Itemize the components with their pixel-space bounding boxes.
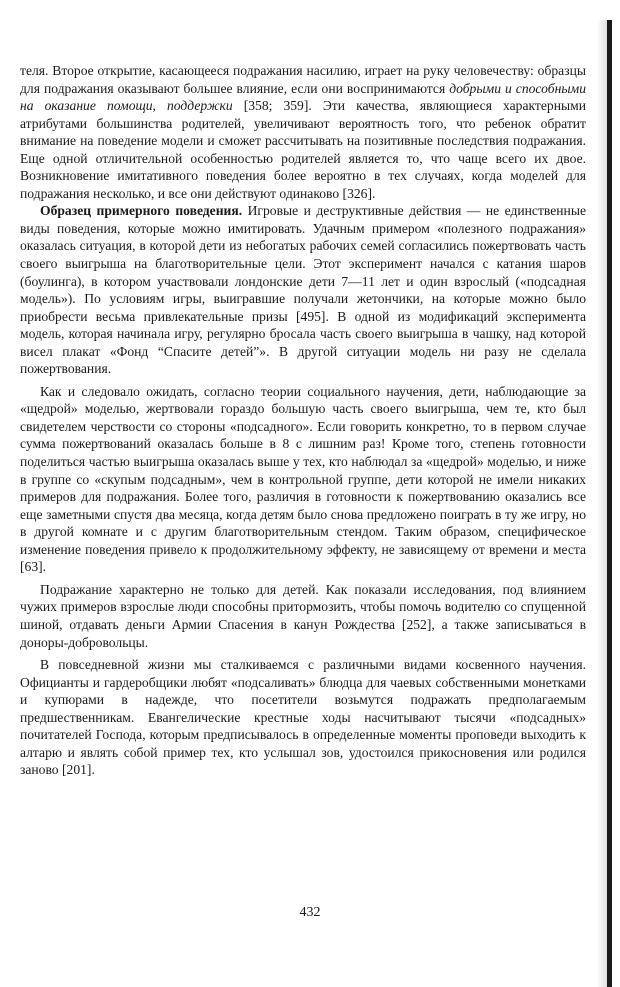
page-number: 432 — [299, 905, 321, 920]
paragraph-3: Как и следовало ожидать, согласно теории социального научения, дети, наблюдающие за «щедрой» моделью, жертвовали гораздо большую часть своего выигрыша, чем те, кто был свидетелем черствости со стороны «подсадного». Если говорить конкретно, то в первом случае сумма пожертвований оказалась больше в 8 с лишним раз! Кроме того, степень готовности поделиться частью выигрыша оказалась выше у тех, кто наблюдал за «щедрой» моделью, и ниже в группе со «скупым подсадным», чем в контрольной группе, дети которой не имели никаких примеров для подражания. Более того, различия в готовности к пожертвованию оказались все еще заметными спустя два месяца, когда детям было снова предложено поиграть в ту же игру, но в другой комнате и с другим благотворительным стендом. Таким образом, специфическое изменение поведения привело к продолжительному эффекту, не зависящему от времени и места [63]. — [20, 383, 586, 575]
paragraph-4: Подражание характерно не только для детей. Как показали исследования, под влиянием чужих примеров взрослые люди способны притормозить, чтобы помочь водителю со спущенной шиной, отдавать деньги Армии Спасения в канун Рождества [252], а также записываться в доноры-добровольцы. — [20, 581, 586, 650]
paragraph-1 — [20, 62, 586, 202]
section-heading: Образец примерного поведения. — [40, 203, 243, 219]
paragraph-2-text: Игровые и деструктивные действия — не единственные виды поведения, которые можно имитировать. Удачным примером «полезного подражания» оказалась ситуация, в которой дети из небогатых рабочих семей согласились пожертвовать часть своего выигрыша на благотворительные цели. Этот эксперимент начался с катания шаров (боулинга), в котором участвовали лондонские дети 7—11 лет и один взрослый («подсадная модель»). По условиям игры, выигравшие получали жетончики, на которые можно было приобрести весьма привлекательные призы [495]. В одной из модификаций эксперимента модель, которая начинала игру, регулярно бросала часть своего выигрыша в чашку, над которой висел плакат «Фонд “Спасите детей”». В другой ситуации модель ни разу не сделала пожертвования. — [20, 203, 586, 377]
paragraph-1-text-end: [358; 359]. Эти качества, являющиеся характерными атрибутами большинства родителей, увеличивают вероятность того, что ребенок обратит внимание на поведение модели и сможет рассчитывать на позитивные последствия подражания. Еще одной отличительной особенностью родителей является то, что чаще всего их двое. Возникновение имитативного поведения более вероятно в тех случаях, когда моделей для подражания несколько, и все они действуют одинаково [326]. — [20, 98, 586, 201]
page-body — [20, 62, 586, 779]
paragraph-5: В повседневной жизни мы сталкиваемся с различными видами косвенного научения. Официанты и гардеробщики любят «подсаливать» блюдца для чаевых собственными монетками и купюрами в надежде, что посетители возьмутся подражать предполагаемым предшественникам. Евангелические крестные ходы насчитывают тысячи «подсадных» почитателей Господа, которым предписывалось в определенные моменты проповеди выходить к алтарю и являть собой пример тех, кто услышал зов, удостоился прикосновения или родился заново [201]. — [20, 657, 586, 778]
paragraph-2 — [20, 202, 586, 377]
paragraph-1-text-start: теля. Второе открытие, касающееся подражания насилию, играет на руку человечеству: образцы для подражания оказывают большее влияние, если они воспринимаются — [20, 63, 586, 96]
binding-edge — [607, 20, 612, 987]
binding-shadow — [597, 20, 607, 987]
paragraph-1-italic-phrase: добрыми и способными на оказание помощи, поддержки — [20, 80, 586, 114]
